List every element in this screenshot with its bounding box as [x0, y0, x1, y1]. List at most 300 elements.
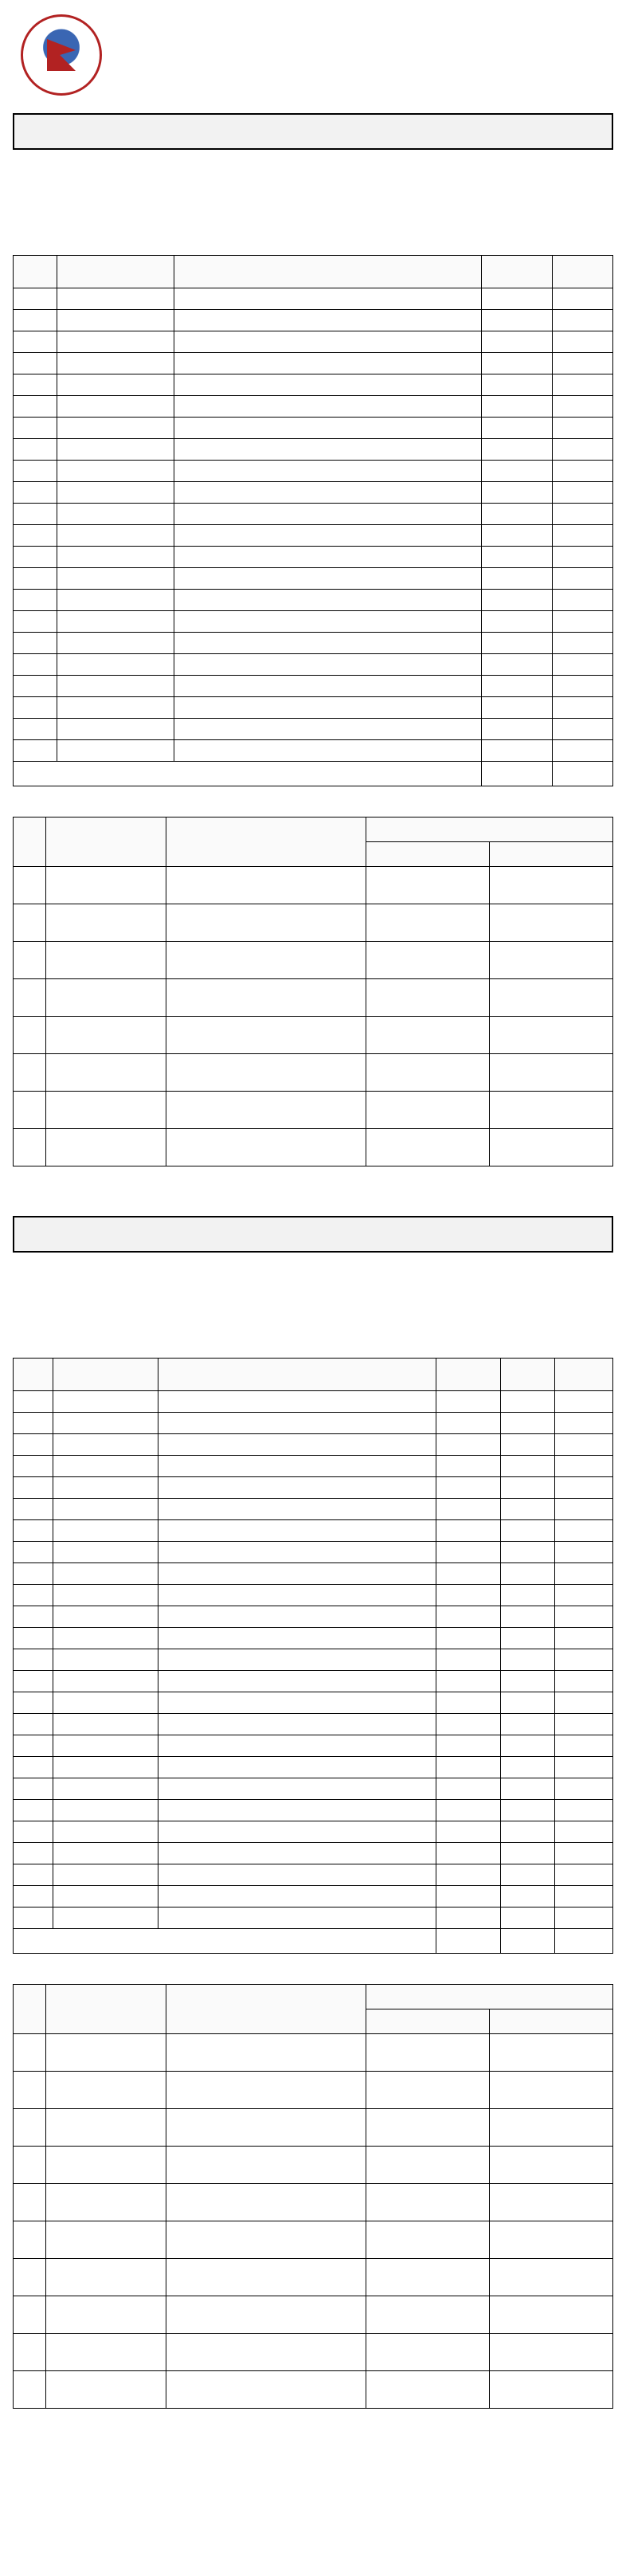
table-cell: [14, 2221, 46, 2259]
section-1-paragraph: [13, 182, 613, 249]
table-cell: [174, 374, 481, 396]
table-cell: [57, 525, 174, 547]
col-sn: [14, 256, 57, 288]
table-cell: [366, 1129, 490, 1166]
table-cell: [46, 867, 166, 904]
table-cell: [166, 942, 366, 979]
table-cell: [158, 1864, 436, 1886]
table-cell: [57, 461, 174, 482]
col-post: [174, 256, 481, 288]
table-cell: [553, 719, 613, 740]
col-post: [166, 817, 366, 867]
table-cell: [555, 1778, 613, 1800]
table-cell: [14, 1800, 53, 1821]
table-cell: [166, 904, 366, 942]
emblem-icon: [21, 14, 102, 96]
table-cell: [436, 1542, 500, 1563]
col-exam-date: [366, 1985, 613, 2009]
table-cell: [553, 697, 613, 719]
table-cell: [481, 461, 552, 482]
table-cell: [500, 1477, 555, 1499]
table-cell: [366, 2221, 490, 2259]
table-cell: [490, 2371, 613, 2409]
table-cell: [481, 374, 552, 396]
section-2-notice-row: [13, 1257, 613, 1278]
table-cell: [14, 2334, 46, 2371]
table-cell: [500, 1735, 555, 1757]
table-cell: [14, 654, 57, 676]
table-cell: [174, 654, 481, 676]
table-cell: [553, 568, 613, 590]
table-cell: [436, 1499, 500, 1520]
table-cell: [553, 654, 613, 676]
table-cell: [14, 331, 57, 353]
table-cell: [555, 1886, 613, 1907]
table-cell: [436, 1843, 500, 1864]
table-cell: [53, 1477, 158, 1499]
header-subtitle: [221, 80, 508, 96]
table-cell: [57, 654, 174, 676]
table-cell: [57, 374, 174, 396]
table-cell: [500, 1778, 555, 1800]
table-cell: [158, 1628, 436, 1649]
table-cell: [174, 611, 481, 633]
section-2-total-row: [14, 1929, 613, 1954]
table-cell: [555, 1907, 613, 1929]
table-cell: [174, 547, 481, 568]
table-cell: [553, 547, 613, 568]
table-cell: [481, 504, 552, 525]
table-cell: [14, 525, 57, 547]
table-cell: [14, 439, 57, 461]
section-1-schedule-title: [13, 796, 148, 814]
table-cell: [555, 1821, 613, 1843]
table-cell: [57, 611, 174, 633]
table-cell: [481, 439, 552, 461]
table-cell: [366, 2334, 490, 2371]
table-row: [14, 2259, 613, 2296]
table-cell: [14, 1907, 53, 1929]
col-adv-no: [57, 256, 174, 288]
table-cell: [53, 1907, 158, 1929]
table-cell: [555, 1563, 613, 1585]
table-cell: [436, 1649, 500, 1671]
table-cell: [14, 1757, 53, 1778]
table-cell: [166, 2259, 366, 2296]
table-cell: [436, 1563, 500, 1585]
table-cell: [14, 2184, 46, 2221]
table-cell: [46, 1129, 166, 1166]
table-cell: [14, 979, 46, 1017]
table-cell: [174, 288, 481, 310]
table-cell: [174, 633, 481, 654]
table-cell: [481, 396, 552, 418]
table-cell: [166, 2034, 366, 2072]
table-cell: [14, 1864, 53, 1886]
table-cell: [481, 331, 552, 353]
table-cell: [53, 1434, 158, 1456]
table-cell: [46, 2334, 166, 2371]
table-cell: [14, 461, 57, 482]
table-cell: [436, 1671, 500, 1692]
table-cell: [14, 2147, 46, 2184]
table-cell: [53, 1649, 158, 1671]
table-cell: [436, 1434, 500, 1456]
table-row: [14, 2034, 613, 2072]
table-cell: [553, 331, 613, 353]
table-cell: [166, 2109, 366, 2147]
table-cell: [436, 1477, 500, 1499]
table-cell: [500, 1821, 555, 1843]
table-cell: [166, 1129, 366, 1166]
table-cell: [14, 1563, 53, 1585]
table-cell: [14, 482, 57, 504]
table-cell: [436, 1800, 500, 1821]
table-cell: [500, 1907, 555, 1929]
table-cell: [46, 1054, 166, 1092]
table-row: [14, 1413, 613, 1434]
table-row: [14, 867, 613, 904]
table-cell: [555, 1456, 613, 1477]
col-post: [166, 1985, 366, 2034]
table-row: [14, 719, 613, 740]
table-row: [14, 2184, 613, 2221]
table-cell: [500, 1391, 555, 1413]
table-cell: [14, 1434, 53, 1456]
section-2-paragraph: [13, 1284, 613, 1351]
table-cell: [436, 1821, 500, 1843]
table-cell: [481, 547, 552, 568]
table-cell: [158, 1778, 436, 1800]
table-cell: [490, 1092, 613, 1129]
table-cell: [366, 979, 490, 1017]
table-cell: [57, 547, 174, 568]
table-cell: [14, 1821, 53, 1843]
table-row: [14, 1800, 613, 1821]
table-cell: [158, 1907, 436, 1929]
table-cell: [500, 1649, 555, 1671]
col-category: [436, 1359, 500, 1391]
table-cell: [553, 504, 613, 525]
table-cell: [53, 1456, 158, 1477]
table-cell: [53, 1391, 158, 1413]
table-cell: [57, 310, 174, 331]
table-cell: [14, 1649, 53, 1671]
table-cell: [490, 2334, 613, 2371]
table-row: [14, 1477, 613, 1499]
table-cell: [57, 697, 174, 719]
table-cell: [57, 353, 174, 374]
table-cell: [14, 1520, 53, 1542]
table-cell: [553, 611, 613, 633]
table-cell: [53, 1563, 158, 1585]
table-cell: [46, 942, 166, 979]
table-cell: [174, 740, 481, 762]
table-cell: [158, 1499, 436, 1520]
table-row: [14, 547, 613, 568]
table-cell: [481, 633, 552, 654]
table-row: [14, 979, 613, 1017]
table-cell: [158, 1585, 436, 1606]
table-cell: [555, 1628, 613, 1649]
table-cell: [366, 2109, 490, 2147]
table-cell: [53, 1886, 158, 1907]
table-cell: [500, 1843, 555, 1864]
table-cell: [53, 1735, 158, 1757]
col-adv-no: [53, 1359, 158, 1391]
table-cell: [53, 1628, 158, 1649]
table-row: [14, 525, 613, 547]
table-row: [14, 633, 613, 654]
table-cell: [158, 1649, 436, 1671]
table-cell: [481, 676, 552, 697]
table-cell: [490, 2296, 613, 2334]
table-cell: [14, 1778, 53, 1800]
table-cell: [14, 1017, 46, 1054]
table-row: [14, 1628, 613, 1649]
table-cell: [174, 676, 481, 697]
table-row: [14, 288, 613, 310]
table-row: [14, 2109, 613, 2147]
table-cell: [174, 568, 481, 590]
col-paper-2: [490, 842, 613, 867]
table-cell: [555, 1499, 613, 1520]
table-cell: [158, 1714, 436, 1735]
table-cell: [53, 1606, 158, 1628]
table-cell: [46, 2296, 166, 2334]
table-row: [14, 482, 613, 504]
table-row: [14, 1649, 613, 1671]
table-cell: [14, 2296, 46, 2334]
col-category: [481, 256, 552, 288]
table-cell: [436, 1628, 500, 1649]
table-row: [14, 1129, 613, 1166]
table-cell: [553, 439, 613, 461]
table-row: [14, 2147, 613, 2184]
table-cell: [553, 740, 613, 762]
table-cell: [481, 719, 552, 740]
table-cell: [436, 1757, 500, 1778]
table-row: [14, 1692, 613, 1714]
table-cell: [490, 2109, 613, 2147]
table-cell: [436, 1585, 500, 1606]
table-cell: [46, 2034, 166, 2072]
table-cell: [57, 590, 174, 611]
table-row: [14, 1606, 613, 1628]
table-cell: [57, 719, 174, 740]
table-cell: [500, 1692, 555, 1714]
table-cell: [14, 2034, 46, 2072]
table-cell: [14, 1714, 53, 1735]
table-cell: [555, 1477, 613, 1499]
table-cell: [14, 867, 46, 904]
table-cell: [166, 2072, 366, 2109]
table-cell: [53, 1499, 158, 1520]
table-cell: [14, 2371, 46, 2409]
table-cell: [166, 2296, 366, 2334]
col-exam-date: [366, 817, 613, 842]
table-cell: [14, 1499, 53, 1520]
table-cell: [500, 1434, 555, 1456]
table-cell: [166, 979, 366, 1017]
table-cell: [481, 310, 552, 331]
table-row: [14, 1391, 613, 1413]
table-cell: [174, 719, 481, 740]
table-cell: [14, 1092, 46, 1129]
table-cell: [366, 2184, 490, 2221]
table-cell: [166, 2184, 366, 2221]
table-cell: [481, 482, 552, 504]
table-row: [14, 1456, 613, 1477]
table-cell: [481, 525, 552, 547]
table-cell: [553, 482, 613, 504]
table-cell: [57, 676, 174, 697]
table-cell: [14, 396, 57, 418]
section-2-subheading: [13, 1174, 613, 1210]
table-cell: [555, 1649, 613, 1671]
table-cell: [500, 1520, 555, 1542]
table-cell: [555, 1757, 613, 1778]
table-cell: [553, 590, 613, 611]
table-cell: [57, 482, 174, 504]
table-cell: [14, 1391, 53, 1413]
table-cell: [174, 396, 481, 418]
table-row: [14, 331, 613, 353]
table-cell: [46, 904, 166, 942]
table-cell: [366, 1017, 490, 1054]
table-cell: [436, 1606, 500, 1628]
table-cell: [158, 1563, 436, 1585]
table-cell: [481, 418, 552, 439]
table-cell: [53, 1585, 158, 1606]
table-cell: [366, 2072, 490, 2109]
table-cell: [46, 2072, 166, 2109]
header: [13, 10, 613, 105]
table-cell: [500, 1628, 555, 1649]
section-2-banner: [13, 1216, 613, 1253]
table-cell: [158, 1606, 436, 1628]
table-cell: [436, 1692, 500, 1714]
table-cell: [366, 2371, 490, 2409]
table-cell: [481, 288, 552, 310]
table-cell: [500, 1413, 555, 1434]
table-cell: [14, 904, 46, 942]
col-local-level: [555, 1359, 613, 1391]
footer-note: [13, 2417, 613, 2437]
table-row: [14, 310, 613, 331]
table-cell: [46, 2109, 166, 2147]
table-cell: [14, 374, 57, 396]
table-cell: [158, 1886, 436, 1907]
table-cell: [166, 2334, 366, 2371]
header-lines: [116, 10, 613, 96]
table-cell: [490, 2034, 613, 2072]
table-cell: [500, 1757, 555, 1778]
table-cell: [366, 2259, 490, 2296]
table-cell: [366, 2147, 490, 2184]
table-cell: [490, 1017, 613, 1054]
table-cell: [436, 1520, 500, 1542]
table-row: [14, 676, 613, 697]
section-2-schedule-table: [13, 1984, 613, 2409]
table-cell: [490, 867, 613, 904]
table-cell: [14, 2072, 46, 2109]
section-1-notice-no: [13, 158, 252, 172]
table-cell: [500, 1542, 555, 1563]
table-cell: [46, 2147, 166, 2184]
col-adv-no: [46, 1985, 166, 2034]
table-cell: [555, 1520, 613, 1542]
table-row: [14, 1434, 613, 1456]
table-cell: [481, 590, 552, 611]
table-cell: [14, 1542, 53, 1563]
table-cell: [158, 1671, 436, 1692]
table-row: [14, 2072, 613, 2109]
table-cell: [166, 867, 366, 904]
table-cell: [166, 2147, 366, 2184]
table-cell: [14, 1585, 53, 1606]
table-cell: [166, 2371, 366, 2409]
table-cell: [14, 633, 57, 654]
table-cell: [46, 2259, 166, 2296]
table-cell: [500, 1606, 555, 1628]
table-row: [14, 2371, 613, 2409]
table-row: [14, 654, 613, 676]
table-cell: [366, 867, 490, 904]
table-cell: [366, 942, 490, 979]
table-cell: [53, 1413, 158, 1434]
table-cell: [174, 310, 481, 331]
table-cell: [174, 482, 481, 504]
table-cell: [500, 1585, 555, 1606]
table-cell: [553, 310, 613, 331]
table-row: [14, 1843, 613, 1864]
table-cell: [481, 697, 552, 719]
section-2-notice-no: [13, 1261, 252, 1275]
table-cell: [53, 1843, 158, 1864]
table-cell: [14, 1413, 53, 1434]
table-cell: [46, 2184, 166, 2221]
table-row: [14, 374, 613, 396]
table-row: [14, 1886, 613, 1907]
table-cell: [166, 1054, 366, 1092]
table-cell: [53, 1692, 158, 1714]
section-1-notice-row: [13, 155, 613, 175]
table-row: [14, 396, 613, 418]
col-post: [158, 1359, 436, 1391]
table-cell: [53, 1757, 158, 1778]
table-row: [14, 1778, 613, 1800]
section-2-schedule-title: [13, 1963, 148, 1981]
table-cell: [158, 1692, 436, 1714]
table-cell: [46, 979, 166, 1017]
table-cell: [490, 942, 613, 979]
table-cell: [174, 504, 481, 525]
table-cell: [490, 904, 613, 942]
table-cell: [166, 1092, 366, 1129]
table-cell: [553, 633, 613, 654]
table-cell: [366, 904, 490, 942]
table-cell: [14, 1735, 53, 1757]
table-row: [14, 740, 613, 762]
table-cell: [555, 1585, 613, 1606]
col-paper-2: [490, 2009, 613, 2034]
table-cell: [436, 1907, 500, 1929]
table-cell: [14, 676, 57, 697]
table-row: [14, 1671, 613, 1692]
table-cell: [174, 331, 481, 353]
table-row: [14, 611, 613, 633]
